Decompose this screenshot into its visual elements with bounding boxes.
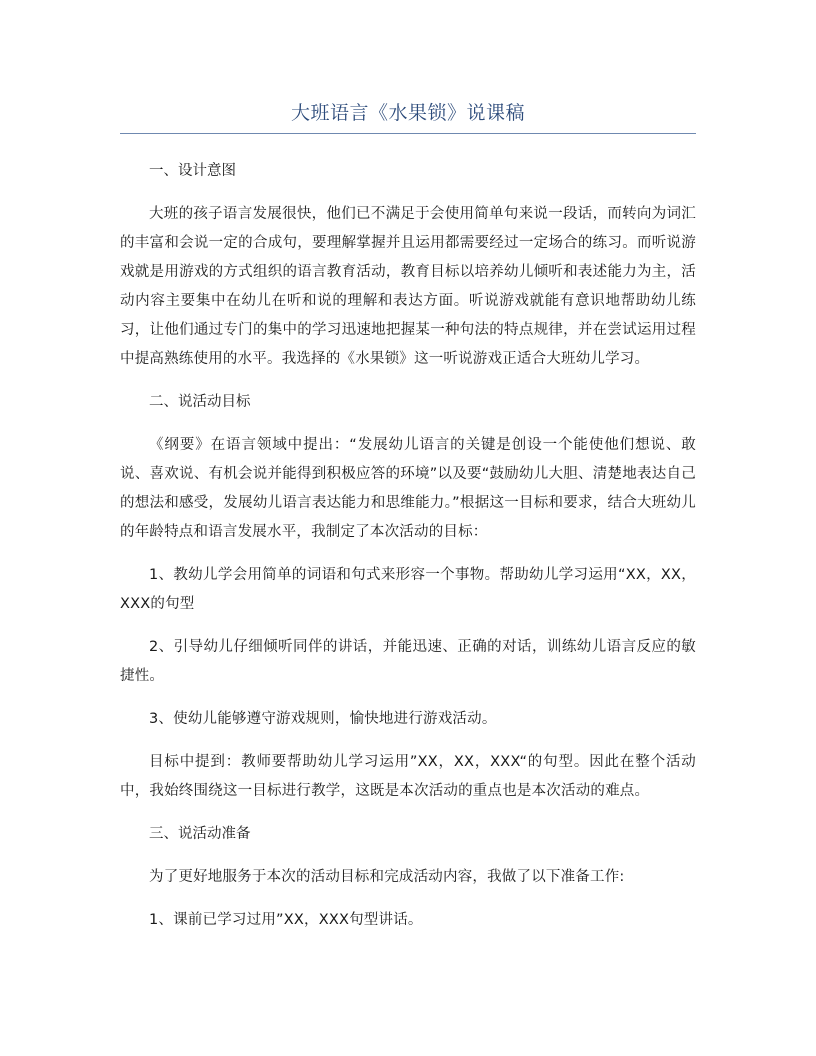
list-item: 3、使幼儿能够遵守游戏规则，愉快地进行游戏活动。 (149, 711, 497, 727)
list-item: 1、课前已学习过用”XX，XXX句型讲话。 (149, 912, 423, 928)
section-heading-activity-goals: 二、说活动目标 (149, 394, 251, 410)
section-heading-activity-preparation: 三、说活动准备 (149, 826, 251, 842)
paragraph: 大班的孩子语言发展很快，他们已不满足于会使用简单句来说一段话，而转向为词汇的丰富和会说一定的合成句，要理解掌握并且运用都需要经过一定场合的练习。而听说游戏就是用游戏的方式组织的语言教育活动，教育目标以培养幼儿倾听和表述能力为主，活动内容主要集中在幼儿在听和说的理解和表达方面。听说游戏就能有意识地帮助幼儿练习，让他们通过专门的集中的学习迅速地把握某一种句法的特点规律，并在尝试运用过程中提高熟练使用的水平。我选择的《水果锁》这一听说游戏正适合大班幼儿学习。 (120, 206, 696, 367)
list-item: 1、教幼儿学会用简单的词语和句式来形容一个事物。帮助幼儿学习运用“XX，XX，XXX的句型 (120, 567, 696, 612)
document-body (120, 157, 696, 949)
paragraph: 目标中提到：教师要帮助幼儿学习运用”XX，XX，XXX“的句型。因此在整个活动中，我始终围绕这一目标进行教学，这既是本次活动的重点也是本次活动的难点。 (120, 754, 696, 799)
paragraph: 《纲要》在语言领域中提出：“发展幼儿语言的关键是创设一个能使他们想说、敢说、喜欢说、有机会说并能得到积极应答的环境”以及要“鼓励幼儿大胆、清楚地表达自己的想法和感受，发展幼儿语言表达能力和思维能力。”根据这一目标和要求，结合大班幼儿的年龄特点和语言发展水平，我制定了本次活动的目标： (120, 437, 696, 540)
section-heading-design-intent: 一、设计意图 (149, 163, 236, 179)
page-title: 大班语言《水果锁》说课稿 (290, 102, 525, 124)
title-divider (120, 133, 696, 134)
list-item: 2、引导幼儿仔细倾听同伴的讲话，并能迅速、正确的对话，训练幼儿语言反应的敏捷性。 (120, 639, 696, 684)
paragraph: 为了更好地服务于本次的活动目标和完成活动内容，我做了以下准备工作: (149, 869, 625, 885)
